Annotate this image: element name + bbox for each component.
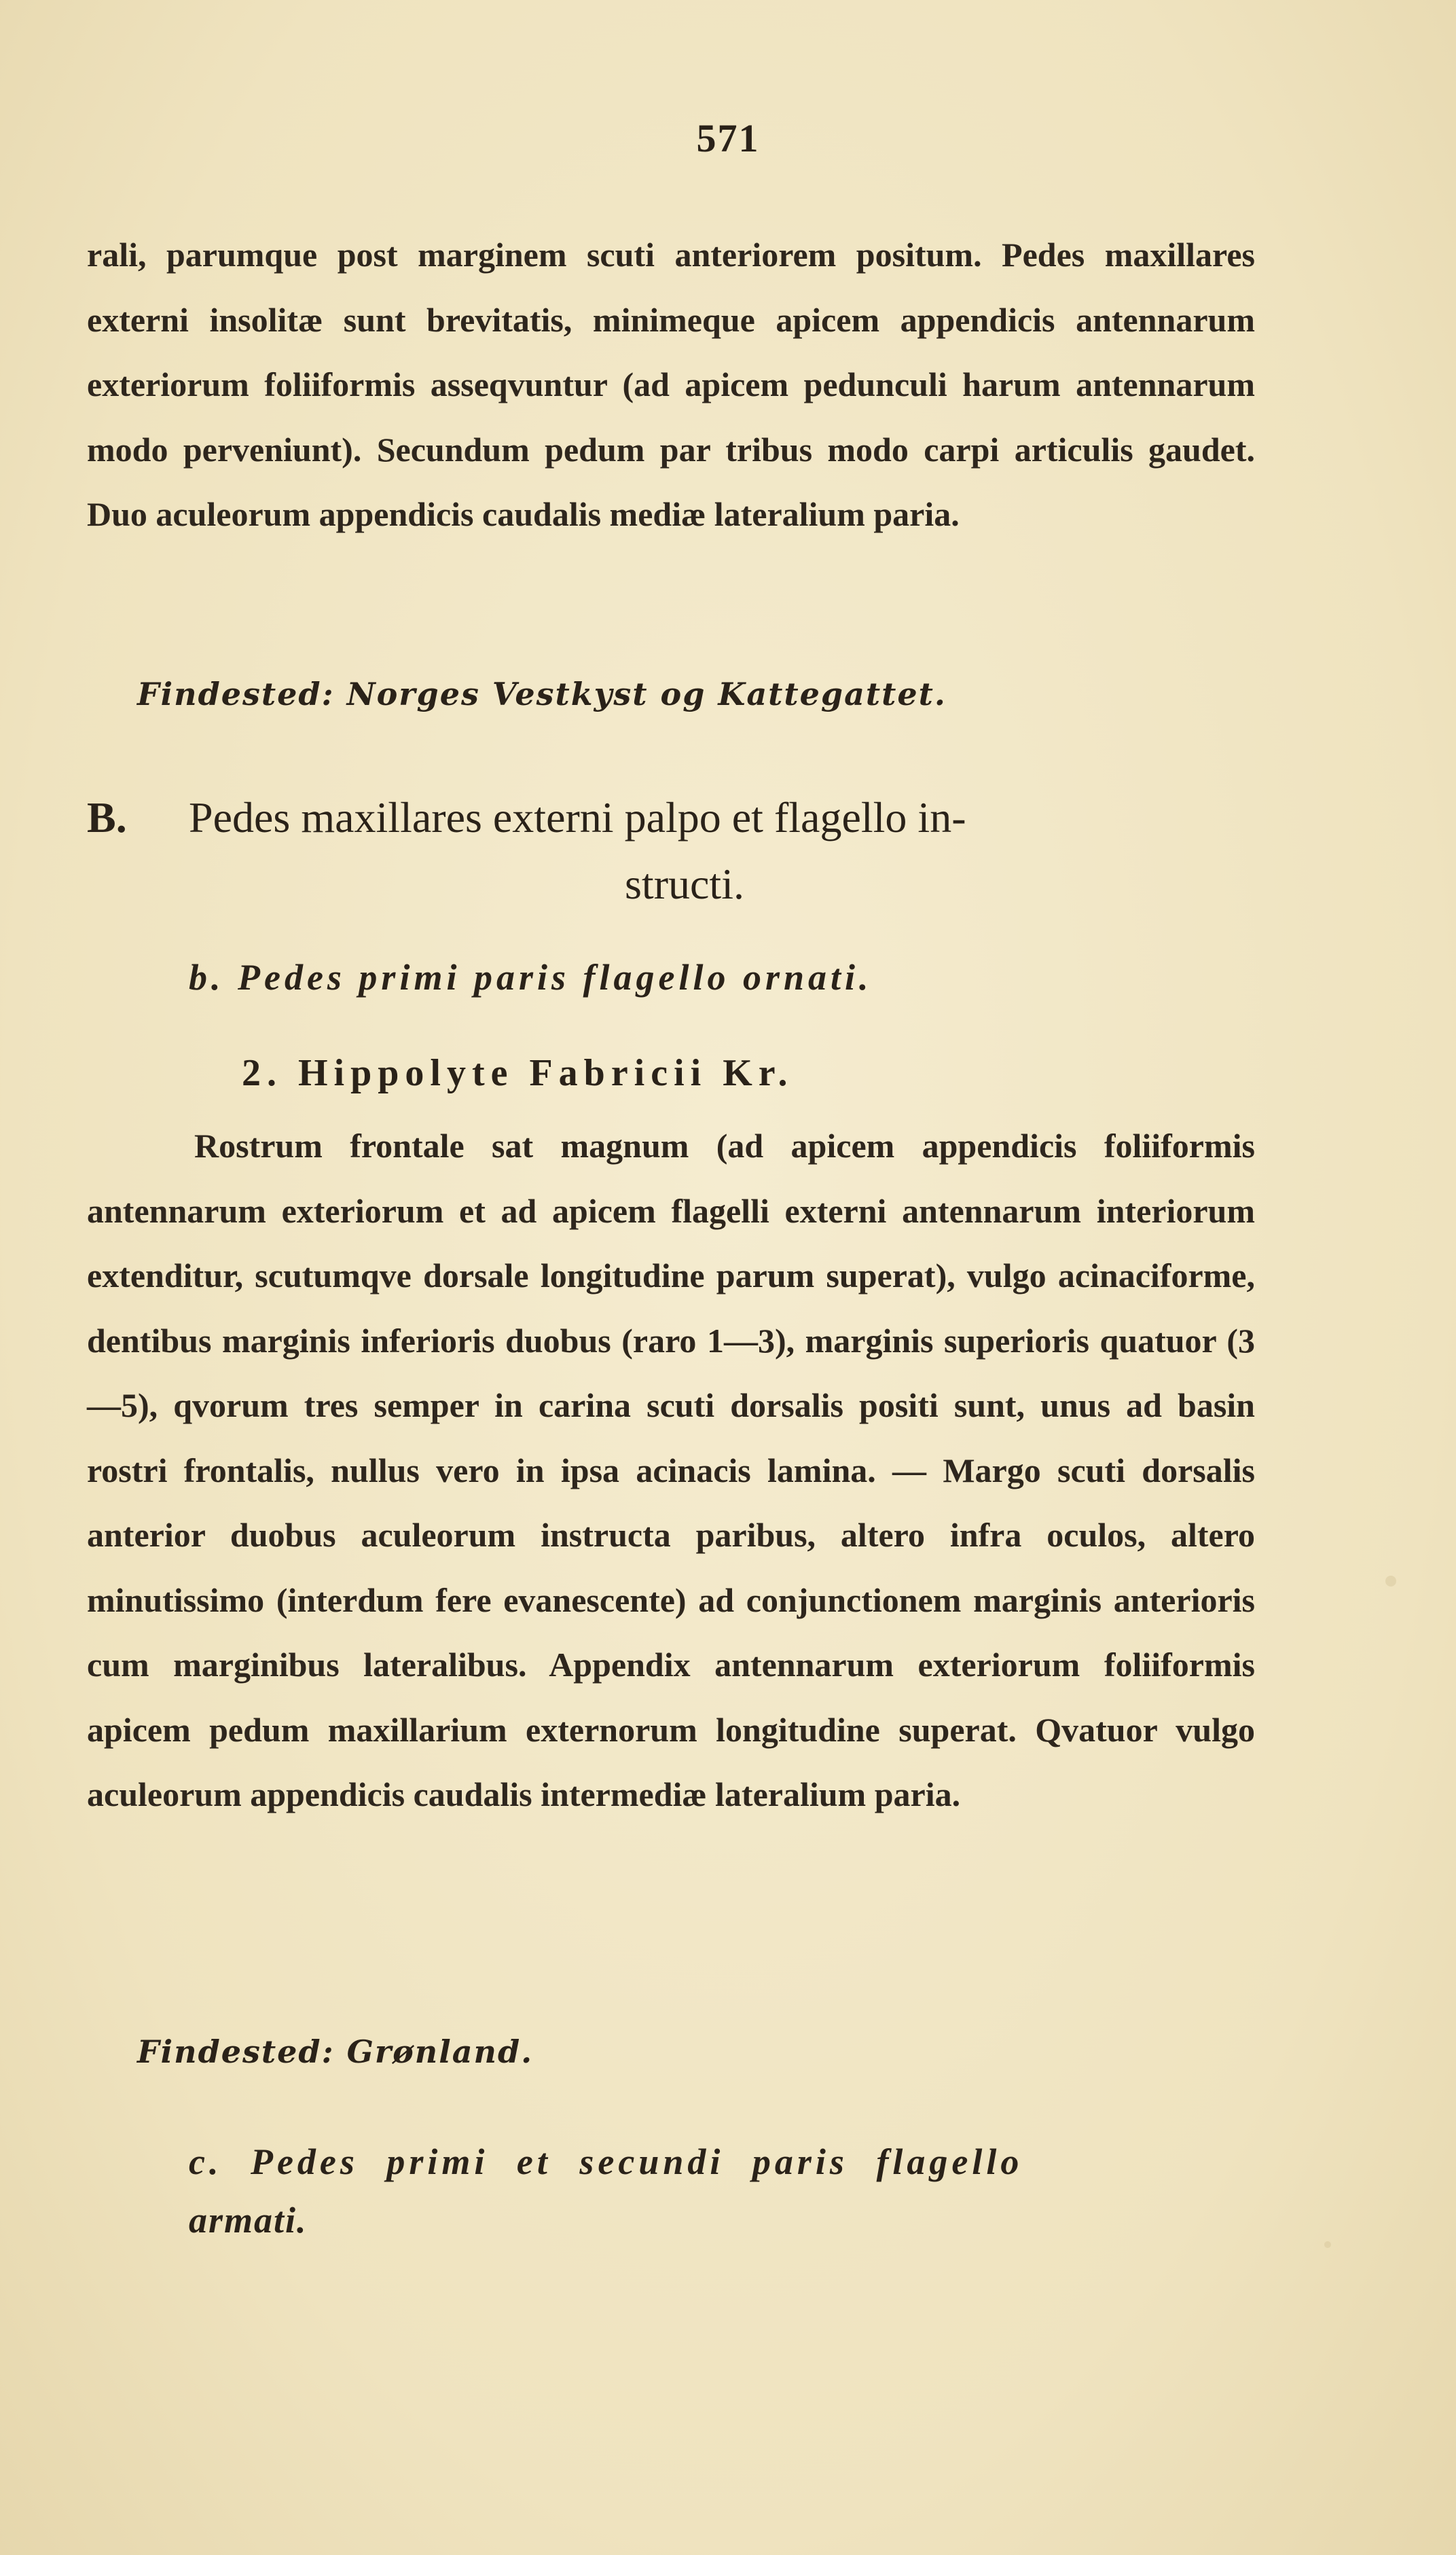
species-description: Rostrum frontale sat magnum (ad apicem appendicis foliiformis antennarum exteriorum et ad apicem flagelli externi antennarum interiorum extenditur, scutumqve dorsale longitudine parum superat), vulgo acinaciforme, dentibus marginis inferioris duobus (raro 1—3), marginis superioris quatuor (3—5), qvorum tres semper in carina scuti dorsalis positi sunt, unus ad basin rostri frontalis, nullus vero in ipsa acinacis lamina. — Margo scuti dorsalis anterior duobus aculeorum instructa paribus, altero infra oculos, altero minutissimo (interdum fere evanescente) ad conjunctionem marginis anterioris cum marginibus lateralibus. Appendix antennarum exteriorum foliiformis apicem pedum maxillarium externorum longitudine superat. Qvatuor vulgo aculeorum appendicis caudalis intermediæ lateralium paria. [87,1127,1255,1813]
section-b-heading [87,784,1255,918]
page-number: 571 [696,116,760,160]
locality-line-2: Findested: Grønland. [137,2033,534,2070]
subsection-c-heading-line1: c. Pedes primi et secundi paris flagello [189,2141,1023,2182]
locality-line-1: Findested: Norges Vestkyst og Kattegattet. [137,676,947,712]
subsection-b-heading: b. Pedes primi paris flagello ornati. [189,957,873,998]
section-b-title-line2: structi. [625,860,744,908]
paragraph-continued: rali, parumque post marginem scuti anteriorem positum. Pedes maxillares externi insolitæ sunt brevitatis, minimeque apicem appendicis antennarum exteriorum foliiformis asseqvuntur (ad apicem pedunculi harum antennarum modo perveniunt). Secundum pedum par tribus modo carpi articulis gaudet. Duo aculeorum appendicis caudalis mediæ lateralium paria. [87,236,1255,533]
species-heading: 2. Hippolyte Fabricii Kr. [242,1052,794,1094]
paper-spot [1324,2241,1331,2248]
paper-spot [1385,1576,1396,1587]
subsection-c-heading-line2: armati. [189,2200,308,2241]
section-b-title-line1: Pedes maxillares externi palpo et flagello in- [189,793,966,841]
section-b-label: B. [87,793,127,841]
